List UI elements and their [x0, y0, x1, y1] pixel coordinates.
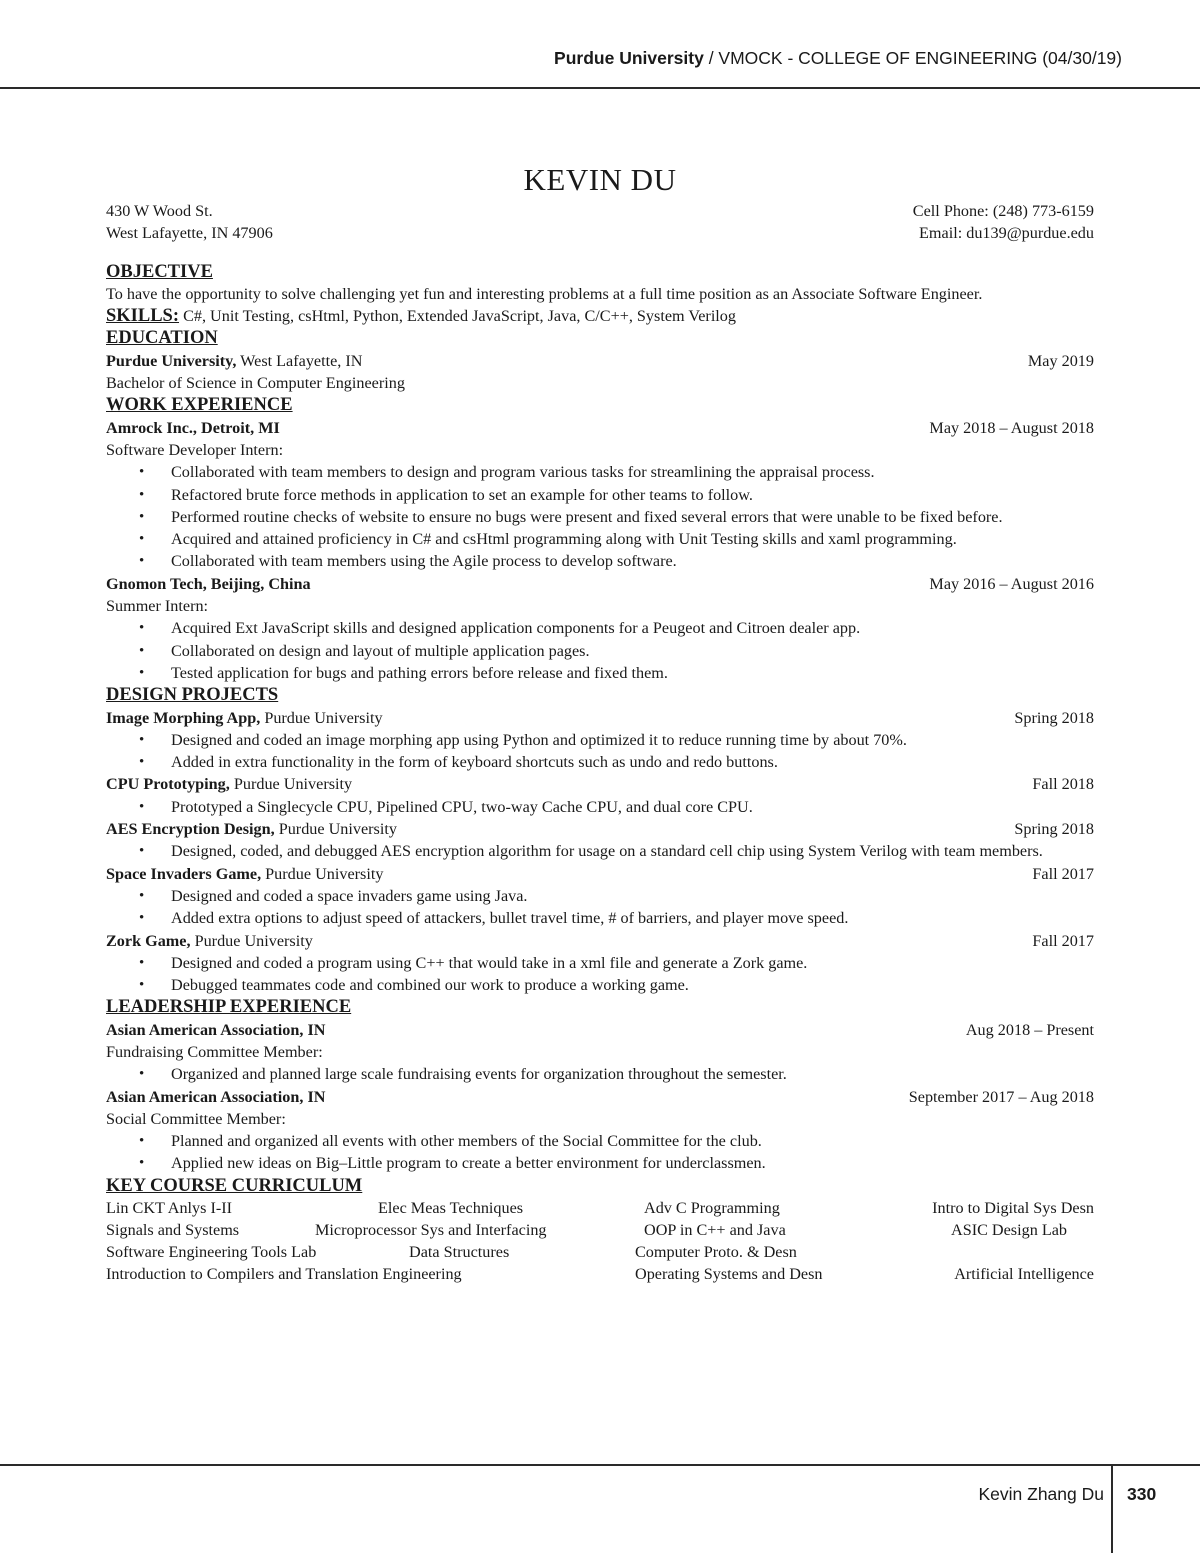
- job-bullets: [106, 617, 1094, 684]
- page-number: 330: [1127, 1484, 1157, 1504]
- course-item: Microprocessor Sys and Interfacing: [315, 1221, 547, 1240]
- header-institution: Purdue University: [554, 48, 704, 68]
- course-item: Elec Meas Techniques: [378, 1199, 524, 1218]
- project-bullets: [106, 729, 1094, 774]
- job-row: [106, 573, 1094, 595]
- course-item: Computer Proto. & Desn: [635, 1243, 797, 1262]
- objective-text: To have the opportunity to solve challenging yet fun and interesting problems at a full time position as an Associate Software Engineer.: [106, 284, 983, 303]
- contact-row-2: [106, 222, 1094, 244]
- footer-rule: [0, 1464, 1200, 1466]
- address-line-2: West Lafayette, IN 47906: [106, 224, 273, 243]
- skills-text: C#, Unit Testing, csHtml, Python, Extended JavaScript, Java, C/C++, System Verilog: [179, 307, 736, 326]
- project-org: Purdue University: [274, 820, 397, 839]
- course-item: Adv C Programming: [644, 1199, 780, 1218]
- course-item: ASIC Design Lab: [951, 1221, 1067, 1240]
- bullet-item: • Debugged teammates code and combined our work to produce a working game.: [106, 974, 1094, 996]
- header-subtitle: / VMOCK - COLLEGE OF ENGINEERING (04/30/19): [703, 48, 1122, 68]
- project-row: [106, 818, 1094, 840]
- course-item: OOP in C++ and Java: [644, 1221, 786, 1240]
- education-heading: EDUCATION: [106, 328, 218, 349]
- project-title: AES Encryption Design,: [106, 820, 275, 839]
- leadership-date: September 2017 – Aug 2018: [908, 1087, 1094, 1106]
- leadership-row: [106, 1086, 1094, 1108]
- job-row: [106, 417, 1094, 439]
- job-org: Gnomon Tech, Beijing, China: [106, 574, 311, 593]
- course-item: Artificial Intelligence: [954, 1265, 1094, 1284]
- project-date: Fall 2017: [1032, 864, 1094, 883]
- footer-divider: [1111, 1466, 1113, 1553]
- leadership-bullets: [106, 1063, 1094, 1085]
- job-date: May 2016 – August 2016: [929, 574, 1094, 593]
- address-line-1: 430 W Wood St.: [106, 202, 213, 220]
- project-bullets: [106, 840, 1094, 862]
- leadership-role: Fundraising Committee Member:: [106, 1042, 323, 1061]
- project-bullets: [106, 796, 1094, 818]
- bullet-item: • Collaborated on design and layout of multiple application pages.: [106, 640, 1094, 662]
- bullet-item: • Designed and coded an image morphing app using Python and optimized it to reduce running time by about 70%.: [106, 729, 1094, 751]
- leadership-heading: LEADERSHIP EXPERIENCE: [106, 997, 352, 1018]
- leadership-org: Asian American Association, IN: [106, 1087, 326, 1106]
- project-row: [106, 930, 1094, 952]
- job-org: Amrock Inc., Detroit, MI: [106, 418, 280, 437]
- bullet-item: • Designed, coded, and debugged AES encryption algorithm for usage on a standard cell chip using System Verilog with team members.: [106, 840, 1094, 862]
- bullet-item: • Applied new ideas on Big–Little program to create a better environment for underclassmen.: [106, 1152, 1094, 1174]
- bullet-item: • Designed and coded a program using C++ that would take in a xml file and generate a Zork game.: [106, 952, 1094, 974]
- project-title: Image Morphing App,: [106, 708, 261, 727]
- course-item: Operating Systems and Desn: [635, 1265, 823, 1284]
- bullet-item: • Planned and organized all events with other members of the Social Committee for the club.: [106, 1130, 1094, 1152]
- job-role: Software Developer Intern:: [106, 440, 284, 459]
- project-date: Spring 2018: [1014, 820, 1094, 839]
- project-org: Purdue University: [260, 708, 383, 727]
- skills-line: [106, 305, 1094, 327]
- leadership-row: [106, 1019, 1094, 1041]
- project-org: Purdue University: [261, 864, 384, 883]
- bullet-item: • Refactored brute force methods in application to set an example for other teams to follow.: [106, 484, 1094, 506]
- project-bullets: [106, 885, 1094, 930]
- bullet-item: • Acquired Ext JavaScript skills and designed application components for a Peugeot and Citroen dealer app.: [106, 617, 1094, 639]
- resume-name: KEVIN DU: [523, 162, 677, 197]
- page-header: [554, 48, 1122, 69]
- project-title: CPU Prototyping,: [106, 775, 230, 794]
- leadership-date: Aug 2018 – Present: [965, 1020, 1094, 1039]
- header-rule: [0, 87, 1200, 89]
- skills-heading: SKILLS:: [106, 306, 180, 327]
- project-date: Spring 2018: [1014, 708, 1094, 727]
- leadership-org: Asian American Association, IN: [106, 1020, 326, 1039]
- course-item: Lin CKT Anlys I-II: [106, 1199, 233, 1218]
- project-row: [106, 773, 1094, 795]
- job-date: May 2018 – August 2018: [929, 418, 1094, 437]
- work-heading: WORK EXPERIENCE: [106, 395, 293, 416]
- phone: Cell Phone: (248) 773-6159: [912, 202, 1094, 220]
- bullet-item: • Tested application for bugs and pathing errors before release and fixed them.: [106, 662, 1094, 684]
- bullet-item: • Collaborated with team members to design and program various tasks for streamlining the appraisal process.: [106, 461, 1094, 483]
- projects-heading: DESIGN PROJECTS: [106, 685, 279, 706]
- contact-row-1: [106, 200, 1094, 222]
- resume: [106, 160, 1094, 1287]
- course-item: Data Structures: [409, 1243, 510, 1262]
- course-item: Introduction to Compilers and Translation Engineering: [106, 1265, 462, 1284]
- bullet-item: • Organized and planned large scale fundraising events for organization throughout the semester.: [106, 1063, 1094, 1085]
- courses-heading: KEY COURSE CURRICULUM: [106, 1175, 363, 1196]
- course-item: Signals and Systems: [106, 1221, 240, 1240]
- project-org: Purdue University: [229, 775, 353, 794]
- project-title: Space Invaders Game,: [106, 864, 262, 883]
- bullet-item: • Designed and coded a space invaders game using Java.: [106, 885, 1094, 907]
- education-date: May 2019: [1027, 351, 1094, 370]
- education-row: [106, 350, 1094, 372]
- education-school: Purdue University,: [106, 351, 237, 370]
- job-bullets: [106, 461, 1094, 572]
- course-item: Intro to Digital Sys Desn: [932, 1199, 1094, 1218]
- bullet-item: • Prototyped a Singlecycle CPU, Pipelined CPU, two-way Cache CPU, and dual core CPU.: [106, 796, 1094, 818]
- footer-name: Kevin Zhang Du: [978, 1484, 1104, 1504]
- project-bullets: [106, 952, 1094, 997]
- bullet-item: • Collaborated with team members using the Agile process to develop software.: [106, 550, 1094, 572]
- job-role: Summer Intern:: [106, 597, 209, 616]
- bullet-item: • Acquired and attained proficiency in C# and csHtml programming along with Unit Testing skills and xaml programming.: [106, 528, 1094, 550]
- project-title: Zork Game,: [106, 931, 191, 950]
- leadership-bullets: [106, 1130, 1094, 1175]
- course-grid: [106, 1197, 1094, 1287]
- education-degree: Bachelor of Science in Computer Engineering: [106, 374, 405, 393]
- bullet-item: • Performed routine checks of website to ensure no bugs were present and fixed several errors that were unable to be fixed before.: [106, 506, 1094, 528]
- project-org: Purdue University: [190, 931, 313, 950]
- bullet-item: • Added extra options to adjust speed of attackers, bullet travel time, # of barriers, and player move speed.: [106, 907, 1094, 929]
- education-location: West Lafayette, IN: [236, 351, 363, 370]
- email: Email: du139@purdue.edu: [919, 224, 1094, 243]
- project-date: Fall 2018: [1032, 775, 1094, 794]
- objective-heading: OBJECTIVE: [106, 261, 213, 282]
- course-item: Software Engineering Tools Lab: [106, 1243, 317, 1262]
- bullet-item: • Added in extra functionality in the form of keyboard shortcuts such as undo and redo buttons.: [106, 751, 1094, 773]
- project-date: Fall 2017: [1032, 931, 1094, 950]
- leadership-role: Social Committee Member:: [106, 1109, 286, 1128]
- project-row: [106, 863, 1094, 885]
- project-row: [106, 707, 1094, 729]
